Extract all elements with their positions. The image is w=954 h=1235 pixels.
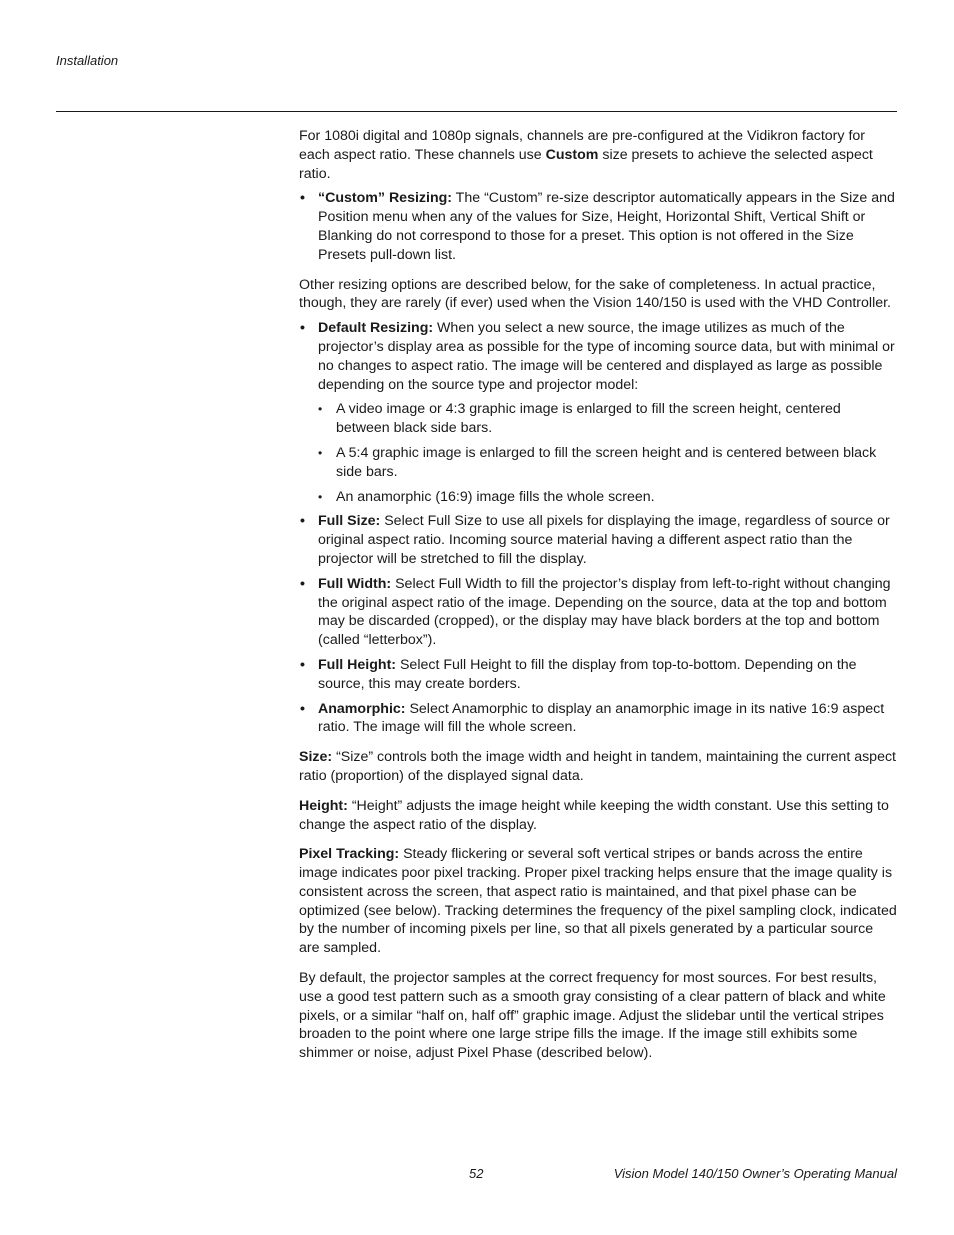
height-paragraph [299,797,897,835]
intro-text-before: For 1080i digital and 1080p signals, channels are pre-configured at the Vidikron factory for each aspect ratio. These channels use [299,128,866,163]
sub-list-item [299,444,897,482]
default-resizing-text: When you select a new source, the image utilizes as much of the projector’s display area as possible for the type of incoming source data, but with minimal or no changes to aspect ratio. The image will be centered and displayed as large as possible depending on the source type and projector model: [318,320,895,393]
default-resizing-item [299,319,897,394]
height-term: Height: [299,797,348,814]
sub-item-text: A 5:4 graphic image is enlarged to fill the screen height and is centered between black side bars. [336,444,877,480]
full-height-item [299,656,897,694]
page-number: 52 [469,1166,484,1181]
bullet-icon: • [300,190,305,207]
full-height-term: Full Height: [318,656,397,673]
bullet-icon: • [300,513,305,530]
sub-bullet-icon: • [318,489,323,504]
sub-item-text: An anamorphic (16:9) image fills the whole screen. [336,488,655,505]
custom-resizing-text: The “Custom” re-size descriptor automatically appears in the Size and Position menu when any of the values for Size, Height, Horizontal Shift, Vertical Shift or Blanking do not correspond to those for a preset. This option is not offered in the Size Presets pull-down list. [318,190,895,263]
custom-resizing-term: “Custom” Resizing: [318,190,452,207]
bullet-icon: • [300,700,305,717]
intro-paragraph [299,127,897,183]
default-resizing-term: Default Resizing: [318,320,434,337]
full-size-term: Full Size: [318,513,381,530]
intro-text-after: size presets to achieve the selected aspect ratio. [299,146,873,182]
anamorphic-term: Anamorphic: [318,700,406,717]
bullet-icon: • [300,575,305,592]
header-rule [56,111,897,112]
running-header-section: Installation [56,53,119,68]
custom-resizing-item [299,189,897,264]
full-width-term: Full Width: [318,575,392,592]
sub-bullet-icon: • [318,402,323,417]
bullet-icon: • [300,320,305,337]
height-text: “Height” adjusts the image height while keeping the width constant. Use this setting to change the aspect ratio of the display. [299,797,889,833]
size-text: “Size” controls both the image width and height in tandem, maintaining the current aspect ratio (proportion) of the displayed signal data. [299,749,897,784]
sub-bullet-icon: • [318,445,323,460]
full-size-text: Select Full Size to use all pixels for displaying the image, regardless of source or original aspect ratio. Incoming source material having a different aspect ratio than the projector will be stretched to fill the display. [318,513,890,567]
size-paragraph [299,748,897,786]
page-body [299,127,897,1063]
sub-list-item [299,400,897,438]
full-width-item [299,575,897,650]
pixel-tracking-text: Steady flickering or several soft vertical stripes or bands across the entire image indicates poor pixel tracking. Proper pixel tracking helps ensure that the image quality is consistent across the screen, that aspect ratio is maintained, and that pixel phase can be optimized (see below). Tracking determines the frequency of the pixel sampling clock, indicated by the number of incoming pixels per line, so that all pixels generated by a particular source are sampled. [299,846,897,957]
bullet-icon: • [300,656,305,673]
size-term: Size: [299,749,333,766]
intro-custom-term: Custom [545,146,599,163]
full-width-text: Select Full Width to fill the projector’s display from left-to-right without changing the original aspect ratio of the image. Depending on the source, data at the top and bottom may be discarded (cropped), or the display may have black borders at the top and bottom (called “letterbox”). [318,575,891,649]
pixel-tracking-paragraph [299,845,897,958]
full-size-item [299,512,897,568]
other-options-paragraph: Other resizing options are described below, for the sake of completeness. In actual practice, though, they are rarely (if ever) used when the Vision 140/150 is used with the VHD Controller. [299,276,891,312]
full-height-text: Select Full Height to fill the display from top-to-bottom. Depending on the source, this may create borders. [318,656,857,692]
default-sampling-paragraph: By default, the projector samples at the correct frequency for most sources. For best results, use a good test pattern such as a smooth gray consisting of a clear pattern of black and white pixels, or a similar “half on, half off” graphic image. Adjust the slidebar until the vertical stripes broaden to the point where one large stripe fills the image. If the image still exhibits some shimmer or noise, adjust Pixel Phase (described below). [299,970,886,1062]
sub-item-text: A video image or 4:3 graphic image is enlarged to fill the screen height, centered between black side bars. [336,401,841,437]
manual-title: Vision Model 140/150 Owner’s Operating Manual [613,1166,897,1181]
anamorphic-text: Select Anamorphic to display an anamorphic image in its native 16:9 aspect ratio. The image will fill the whole screen. [318,700,885,736]
anamorphic-item [299,700,897,738]
sub-list-item [299,488,897,507]
pixel-tracking-term: Pixel Tracking: [299,846,400,863]
